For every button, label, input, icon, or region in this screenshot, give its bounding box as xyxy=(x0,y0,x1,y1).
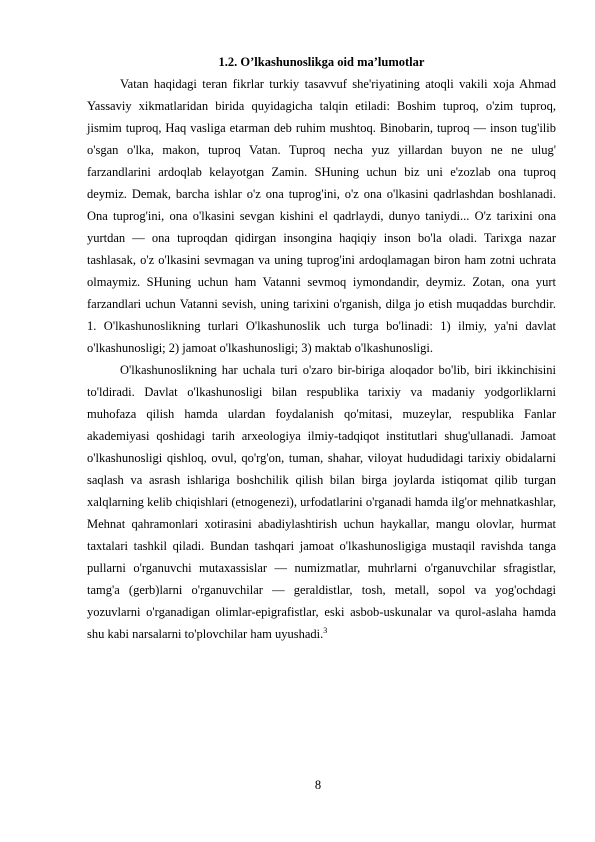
paragraph-1-text: Vatan haqidagi teran fikrlar turkiy tasavvuf she'riyatining atoqli vakili xoja Ahmad Yassaviy xikmatlaridan birida quyidagicha talqin etiladi: Boshim tuproq, o'zim tuproq, jismim tuproq, Haq vasliga etarman deb ruhim mushtoq. Binobarin, tuproq — inson tug'ilib o'sgan o'lka, makon, tuproq Vatan. Tuproq necha yuz yillardan buyon ne ne ulug' farzandlarini ardoqlab kelayotgan Zamin. SHuning uchun biz uni e'zozlab ona tuproq deymiz. Demak, barcha ishlar o'z ona tuprog'ini, o'z ona o'lkasini qadrlashdan boshlanadi. Ona tuprog'ini, ona o'lkasini sevgan kishini el qadrlaydi, dunyo taniydi... O'z tarixini ona yurtdan — ona tuproqdan qidirgan insongina haqiqiy inson bo'la oladi. Tarixga nazar tashlasak, o'z o'lkasini sevmagan va uning tuprog'ini ardoqlamagan biron ham zotni uchrata olmaymiz. SHuning uchun ham Vatanni sevmoq iymondandir, deymiz. Zotan, ona yurt farzandlari uchun Vatanni sevish, uning tarixini o'rganish, dilga jo etish muqaddas burchdir. 1. O'lkashunoslikning turlari O'lkashunoslik uch turga bo'linadi: 1) ilmiy, ya'ni davlat o'lkashunosligi; 2) jamoat o'lkashunosligi; 3) maktab o'lkashunosligi. xyxy=(87,77,556,355)
page-number: 8 xyxy=(314,778,322,792)
paragraph-1 xyxy=(87,73,556,359)
paragraph-2-text: O'lkashunoslikning har uchala turi o'zaro bir-biriga aloqador bo'lib, biri ikkinchisini to'ldiradi. Davlat o'lkashunosligi bilan respublika tarixiy va madaniy yodgorliklarni muhofaza qilish hamda ulardan foydalanish qo'mitasi, muzeylar, respublika Fanlar akademiyasi qoshidagi tarih arxeologiya ilmiy-tadqiqot institutlari shug'ullanadi. Jamoat o'lkashunosligi qishloq, ovul, qo'rg'on, tuman, shahar, viloyat hududidagi tarixiy obidalarni saqlash va asrash ishlariga boshchilik qilish bilan birga joylarda istiqomat qilib turgan xalqlarning kelib chiqishlari (etnogenezi), urfodatlarini o'rganadi hamda ilg'or mehnatkashlar, Mehnat qahramonlari xotirasini abadiylashtirish uchun haykallar, mangu olovlar, hurmat taxtalari tashkil qiladi. Bundan tashqari jamoat o'lkashunosligiga mustaqil ravishda tanga pullarni o'rganuvchi mutaxassislar — numizmatlar, muhrlarni o'rganuvchilar sfragistlar, tamg'a (gerb)larni o'rganuvchilar — geraldistlar, tosh, metall, sopol va yog'ochdagi yozuvlarni o'rganadigan olimlar-epigrafistlar, eski asbob-uskunalar va qurol-aslaha hamda shu kabi narsalarni to'plovchilar ham uyushadi. xyxy=(87,363,556,641)
paragraph-2 xyxy=(87,359,556,645)
document-page xyxy=(87,51,556,645)
section-title: 1.2. O’lkashunoslikga oid ma’lumotlar xyxy=(218,55,425,69)
footnote-marker[interactable]: 3 xyxy=(323,625,328,635)
